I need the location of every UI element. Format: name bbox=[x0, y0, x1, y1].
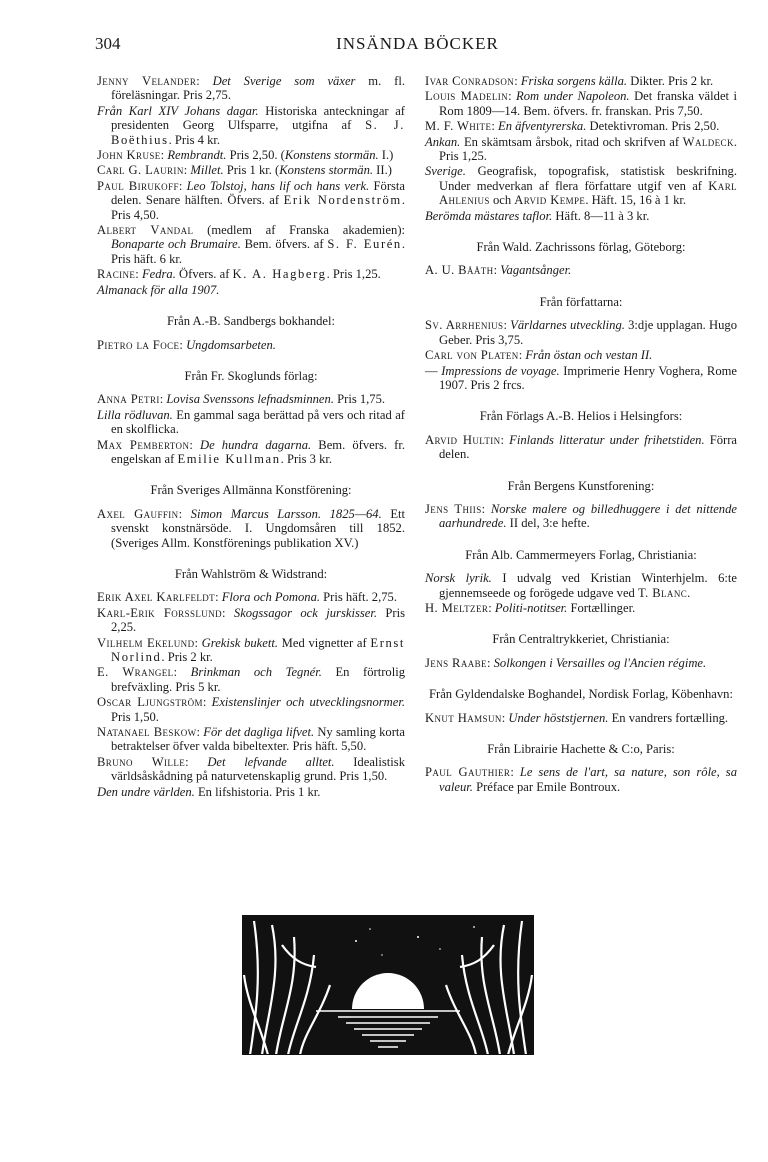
entry-text: Dikter. Pris 2 kr. bbox=[627, 74, 714, 88]
entry-title: Konstens stormän. bbox=[284, 148, 379, 163]
entry-text: Förra delen. bbox=[439, 432, 737, 462]
entry-title: Leo Tolstoj, hans lif och hans verk. bbox=[186, 178, 370, 193]
book-entry bbox=[425, 433, 737, 462]
entry-text: . Pris 4,50. bbox=[111, 193, 405, 222]
entry-text: . Pris häft. 6 kr. bbox=[111, 237, 405, 266]
entry-text: Det franska väldet i Rom 1809—14. Bem. öfvers. fr. franskan. Pris 7,50. bbox=[439, 89, 738, 118]
entry-text: : bbox=[160, 148, 168, 163]
entry-text: : bbox=[493, 263, 501, 278]
entry-text: II del, 3:e hefte. bbox=[506, 516, 590, 531]
publisher-heading: Från Alb. Cammermeyers Forlag, Christiania: bbox=[465, 547, 697, 562]
entry-title: Norske malere og billedhuggere i det nittende aarhundrede. bbox=[439, 501, 737, 531]
entry-text: — bbox=[425, 363, 442, 378]
book-entry bbox=[425, 318, 737, 347]
entry-text: : bbox=[196, 74, 213, 88]
entry-title: Flora och Pomona. bbox=[221, 590, 321, 605]
entry-text: : bbox=[196, 725, 204, 740]
entry-title: En äfventyrerska. bbox=[498, 119, 587, 134]
entry-author: Jenny Velander bbox=[97, 74, 197, 88]
entry-text: Öfvers. af bbox=[175, 267, 233, 282]
entry-text: En skämtsam årsbok, ritad och skrifven af bbox=[460, 134, 683, 149]
entry-title: Berömda mästares taflor. bbox=[425, 208, 553, 223]
entry-title: Fedra. bbox=[141, 267, 176, 282]
book-entry bbox=[97, 606, 405, 635]
book-entry bbox=[425, 263, 737, 277]
entry-author: Karl-Erik Forsslund bbox=[97, 605, 222, 620]
entry-text: : bbox=[194, 635, 202, 650]
entry-author: Sv. Arrhenius bbox=[425, 318, 504, 333]
book-entry bbox=[97, 590, 405, 604]
entry-author: Albert Vandal bbox=[97, 223, 194, 238]
book-entry bbox=[97, 267, 405, 281]
book-entry bbox=[97, 636, 405, 665]
entry-text: Pris 1,50. bbox=[111, 709, 159, 724]
entry-title: Konstens stormän. bbox=[279, 163, 374, 178]
publisher-heading: Från Fr. Skoglunds förlag: bbox=[184, 368, 318, 383]
entry-title: Under höststjernen. bbox=[508, 710, 609, 725]
publisher-heading: Från Sveriges Allmänna Konstförening: bbox=[150, 483, 352, 498]
entry-author: Jens Thiis bbox=[425, 501, 482, 516]
entry-text: Bem. öfvers. fr. engelskan af bbox=[111, 437, 405, 466]
entry-author: Arvid Kempe bbox=[514, 193, 586, 208]
entry-text: Pris 2,25. bbox=[111, 605, 405, 635]
book-entry bbox=[425, 571, 737, 600]
entry-title: Almanack för alla 1907. bbox=[97, 282, 220, 297]
entry-text: Med vignetter af bbox=[277, 635, 371, 650]
entry-author: Ivar Conradson bbox=[425, 74, 515, 88]
entry-author: T. Blanc bbox=[637, 585, 688, 600]
entry-text: Fortællinger. bbox=[567, 600, 636, 615]
book-entry bbox=[425, 711, 737, 725]
entry-text: . Pris 1,25. bbox=[326, 267, 381, 282]
book-entry bbox=[97, 785, 405, 799]
entry-text: : bbox=[508, 89, 517, 104]
book-entry bbox=[425, 74, 737, 88]
entry-author: H. Meltzer bbox=[425, 600, 489, 615]
entry-name-spaced: K. A. Hagberg bbox=[232, 267, 327, 282]
entry-author: A. U. Bååth bbox=[425, 263, 494, 278]
entry-text: Pris 2,50. ( bbox=[226, 148, 285, 163]
entry-title: Bonaparte och Brumaire. bbox=[111, 237, 241, 252]
entry-text: : bbox=[189, 437, 200, 452]
entry-text: : bbox=[178, 178, 187, 193]
book-entry bbox=[425, 502, 737, 531]
entry-author: M. F. White bbox=[425, 119, 492, 134]
entry-text: : bbox=[510, 765, 520, 780]
entry-title: Rembrandt. bbox=[167, 148, 227, 163]
book-entry bbox=[97, 104, 405, 147]
entry-text: . Pris 4 kr. bbox=[168, 132, 221, 147]
entry-title: Solkongen i Versailles og l'Ancien régime. bbox=[493, 655, 707, 670]
publisher-heading: Från Wald. Zachrissons förlag, Göteborg: bbox=[476, 240, 686, 255]
entry-title: Politi-notitser. bbox=[494, 600, 568, 615]
entry-author: Axel Gauffin bbox=[97, 506, 179, 521]
entry-text: Idealistisk världsåskådning på naturvetenskaplig grund. Pris 1,50. bbox=[111, 754, 406, 784]
entry-text: : bbox=[491, 119, 498, 134]
book-entry bbox=[97, 695, 405, 724]
entry-title: Sverige. bbox=[425, 164, 466, 179]
entry-text: : bbox=[173, 665, 191, 680]
entry-text: . Pris 1,25. bbox=[439, 134, 737, 164]
entry-text: Préface par Emile Bontroux. bbox=[472, 779, 621, 794]
book-entry bbox=[425, 765, 737, 794]
book-entry bbox=[97, 755, 405, 784]
entry-title: För det dagliga lifvet. bbox=[203, 725, 315, 740]
book-entry bbox=[97, 163, 405, 177]
sunset-over-water-vignette-icon bbox=[242, 915, 534, 1055]
entry-title: Det Sverige som växer bbox=[212, 74, 356, 88]
entry-text: Ett svenskt konstnärsöde. I. Ungdomsåren till 1852. (Sveriges Allm. Konstförenings publikation XV.) bbox=[111, 506, 406, 550]
entry-text: Första delen. Senare hälften. Öfvers. af bbox=[111, 178, 406, 208]
entry-author: Max Pemberton bbox=[97, 437, 190, 452]
book-entry bbox=[97, 408, 405, 437]
book-entry bbox=[425, 656, 737, 670]
entry-text: : bbox=[183, 163, 191, 178]
entry-text: En förtrolig brefväxling. Pris 5 kr. bbox=[111, 665, 405, 694]
entry-name-spaced: Erik Nordenström bbox=[283, 193, 402, 208]
entry-author: Pietro la Foce bbox=[97, 337, 180, 352]
entry-author: Paul Birukoff bbox=[97, 178, 179, 193]
book-entry bbox=[97, 148, 405, 162]
entry-text: Bem. öfvers. af bbox=[240, 237, 328, 252]
entry-title: Lovisa Svenssons lefnadsminnen. bbox=[166, 392, 334, 407]
entry-text: Häft. 8—11 à 3 kr. bbox=[552, 208, 650, 223]
entry-text: : bbox=[215, 590, 222, 605]
book-entry bbox=[425, 601, 737, 615]
entry-text: I udvalg ved Kristian Winterhjelm. 6:te gjennemseede og forögede udgave ved bbox=[439, 571, 737, 600]
entry-text: (medlem af Franska akademien): bbox=[193, 223, 406, 238]
entry-title: Skogssagor ock jurskisser. bbox=[233, 605, 377, 620]
entry-text: : bbox=[488, 600, 495, 615]
publisher-heading: Från författarna: bbox=[539, 294, 623, 309]
publisher-heading: Från Gyldendalske Boghandel, Nordisk Forlag, Köbenhavn: bbox=[429, 687, 733, 702]
entry-author: Carl G. Laurin bbox=[97, 163, 184, 178]
entry-title: Ankan. bbox=[425, 134, 461, 149]
entry-text: En lifshistoria. Pris 1 kr. bbox=[194, 784, 321, 799]
book-entry bbox=[97, 223, 405, 266]
book-entry bbox=[97, 438, 405, 467]
book-entry bbox=[97, 392, 405, 406]
entry-author: Oscar Ljungström bbox=[97, 695, 203, 710]
entry-text: Historiska anteckningar af presidenten Georg Ulfsparre, utgifna af bbox=[111, 103, 406, 133]
book-entry bbox=[425, 348, 737, 362]
entry-text: Pris 1 kr. ( bbox=[223, 163, 280, 178]
entry-title: De hundra dagarna. bbox=[199, 437, 312, 452]
publisher-heading: Från Wahlström & Widstrand: bbox=[174, 566, 328, 581]
entry-author: Carl von Platen bbox=[425, 348, 519, 363]
entry-title: Existenslinjer och utvecklingsnormer. bbox=[211, 695, 405, 710]
publisher-heading: Från Bergens Kunstforening: bbox=[507, 478, 655, 493]
entry-author: Racine bbox=[97, 267, 136, 282]
entry-author: Knut Hamsun bbox=[425, 710, 502, 725]
entry-name-spaced: Emilie Kullman bbox=[177, 451, 281, 466]
publisher-heading: Från Centraltrykkeriet, Christiania: bbox=[492, 632, 670, 647]
entry-author: Waldeck bbox=[682, 134, 734, 149]
entry-title: Ungdomsarbeten. bbox=[186, 337, 276, 352]
book-entry bbox=[97, 725, 405, 754]
book-entry bbox=[97, 507, 405, 550]
publisher-heading: Från A.-B. Sandbergs bokhandel: bbox=[166, 314, 336, 329]
entry-text: Pris 1,75. bbox=[333, 392, 386, 407]
entry-text: 3:dje upplagan. Hugo Geber. Pris 3,75. bbox=[439, 318, 737, 347]
entry-title: Rom under Napoleon. bbox=[516, 89, 630, 104]
book-entry bbox=[97, 74, 405, 103]
book-entry bbox=[97, 665, 405, 694]
entry-author: Erik Axel Karlfeldt bbox=[97, 590, 216, 605]
entry-text: : bbox=[222, 605, 234, 620]
book-entry bbox=[97, 179, 405, 222]
entry-author: Vilhelm Ekelund bbox=[97, 635, 195, 650]
entry-title: Finlands litteratur under frihetstiden. bbox=[509, 432, 705, 447]
entry-text: m. fl. föreläsningar. Pris 2,75. bbox=[111, 74, 405, 103]
entry-text: : bbox=[518, 348, 526, 363]
entry-text: Detektivroman. Pris 2,50. bbox=[586, 119, 720, 134]
entry-text: : bbox=[481, 501, 491, 516]
page-number: 304 bbox=[95, 34, 121, 53]
book-entry bbox=[97, 338, 405, 352]
entry-author: Arvid Hultin bbox=[425, 432, 501, 447]
entry-author: E. Wrangel bbox=[97, 665, 174, 680]
entry-title: Le sens de l'art, sa nature, son rôle, sa valeur. bbox=[439, 765, 738, 794]
entry-text: : bbox=[501, 710, 509, 725]
entry-author: John Kruse bbox=[97, 148, 161, 163]
entry-text: : bbox=[135, 267, 142, 282]
entry-text: : bbox=[185, 754, 208, 769]
entry-title: Den undre världen. bbox=[97, 784, 195, 799]
entry-author: Anna Petri bbox=[97, 392, 160, 407]
book-entry bbox=[425, 135, 737, 164]
entry-text: och bbox=[489, 193, 515, 208]
book-entry bbox=[425, 89, 737, 118]
book-entry bbox=[425, 209, 737, 223]
entry-title: Lilla rödluvan. bbox=[97, 407, 173, 422]
entry-title: Från Karl XIV Johans dagar. bbox=[97, 103, 259, 118]
entry-title: Världarnes utveckling. bbox=[510, 318, 625, 333]
book-entry bbox=[425, 119, 737, 133]
entry-title: Vagantsånger. bbox=[500, 263, 572, 278]
book-entry bbox=[425, 164, 737, 207]
left-column bbox=[97, 74, 405, 800]
entry-title: Grekisk bukett. bbox=[201, 635, 278, 650]
entry-text: En gammal saga berättad på vers och ritad af en skolflicka. bbox=[111, 407, 405, 437]
entry-text: . Pris 2 kr. bbox=[161, 650, 213, 664]
entry-author: Jens Raabe bbox=[425, 655, 487, 670]
entry-title: Impressions de voyage. bbox=[441, 363, 560, 378]
entry-text: : bbox=[202, 695, 212, 710]
entry-name-spaced: S. F. Eurén bbox=[327, 237, 402, 252]
entry-name-spaced: Ernst Norlind bbox=[111, 635, 405, 664]
entry-author: Natanael Beskow bbox=[97, 725, 197, 740]
entry-title: Norsk lyrik. bbox=[425, 571, 492, 586]
entry-text: : bbox=[179, 337, 187, 352]
publisher-heading: Från Förlags A.-B. Helios i Helsingfors: bbox=[479, 409, 683, 424]
entry-text: Imprimerie Henry Voghera, Rome 1907. Pris 2 frcs. bbox=[439, 363, 737, 392]
entry-text: I.) bbox=[378, 148, 394, 163]
entry-text: : bbox=[159, 392, 167, 407]
book-entry bbox=[97, 283, 405, 297]
entry-title: Det lefvande alltet. bbox=[207, 754, 335, 769]
entry-title: Friska sorgens källa. bbox=[520, 74, 628, 88]
entry-author: Karl Ahlenius bbox=[439, 178, 737, 208]
entry-text: Ny samling korta betraktelser öfver valda bibeltexter. Pris häft. 5,50. bbox=[111, 725, 405, 754]
entry-text: : bbox=[514, 74, 521, 88]
entry-title: Millet. bbox=[190, 163, 224, 178]
entry-name-spaced: S. J. Boëthius bbox=[111, 118, 405, 147]
book-entry bbox=[425, 364, 737, 393]
entry-text: : bbox=[503, 318, 511, 333]
entry-title: Brinkman och Tegnér. bbox=[190, 665, 322, 680]
entry-text: : bbox=[178, 506, 191, 521]
entry-text: . bbox=[687, 585, 691, 600]
entry-text: Geografisk, topografisk, statistisk beskrifning. Under medverkan af flera författare utgif ven af bbox=[439, 164, 737, 193]
entry-author: Bruno Wille bbox=[97, 754, 186, 769]
page-header bbox=[95, 34, 740, 56]
entry-author: Paul Gauthier bbox=[425, 765, 511, 780]
entry-title: Simon Marcus Larsson. 1825—64. bbox=[190, 506, 382, 521]
entry-author: Louis Madelin bbox=[425, 89, 509, 104]
entry-text: Pris häft. 2,75. bbox=[320, 590, 397, 605]
right-column bbox=[425, 74, 737, 795]
entry-text: : bbox=[500, 432, 510, 447]
entry-title: Från östan och vestan II. bbox=[525, 348, 653, 363]
running-title: INSÄNDA BÖCKER bbox=[336, 34, 499, 53]
entry-text: . Pris 3 kr. bbox=[280, 451, 333, 466]
entry-text: En vandrers fortælling. bbox=[608, 710, 729, 725]
entry-text: . Häft. 15, 16 à 1 kr. bbox=[585, 193, 687, 208]
entry-text: : bbox=[486, 655, 494, 670]
publisher-heading: Från Librairie Hachette & C:o, Paris: bbox=[487, 742, 675, 756]
entry-text: II.) bbox=[373, 163, 392, 178]
